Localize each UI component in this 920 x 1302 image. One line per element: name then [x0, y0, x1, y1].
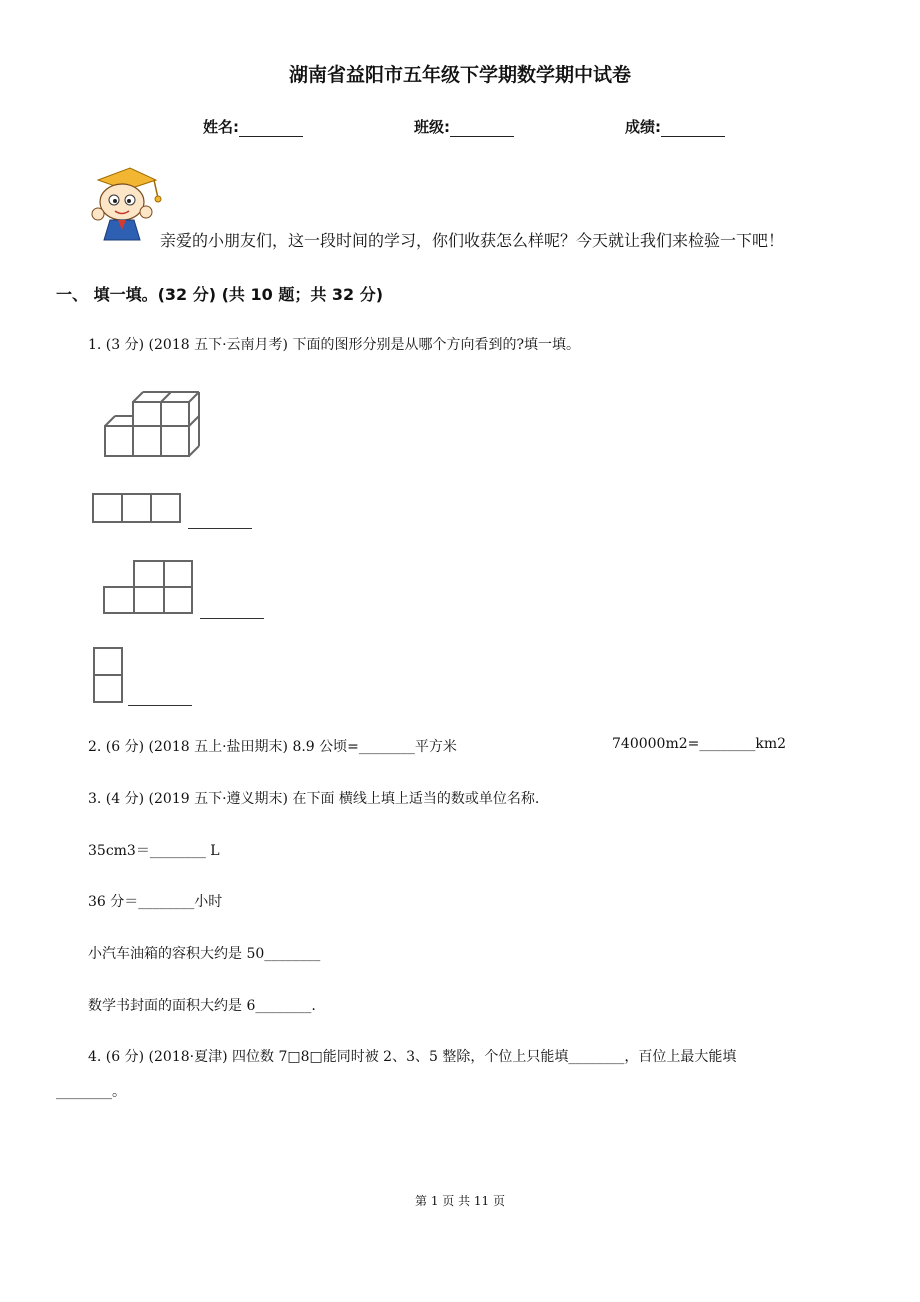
class-label: 班级:	[414, 118, 450, 136]
answer-blank-view-2[interactable]	[200, 618, 264, 619]
question-3-line-1: 35cm3＝________ L	[88, 843, 220, 859]
answer-blank-view-3[interactable]	[128, 705, 192, 706]
question-3: 3. (4 分) (2019 五下·遵义期末) 在下面 横线上填上适当的数或单位名称.	[88, 791, 540, 807]
name-blank[interactable]	[239, 122, 303, 137]
class-blank[interactable]	[450, 122, 514, 137]
view-figure-1	[90, 491, 186, 525]
answer-blank-view-1[interactable]	[188, 528, 252, 529]
page-title: 湖南省益阳市五年级下学期数学期中试卷	[288, 64, 631, 86]
cube-stack-figure	[100, 388, 215, 460]
name-label: 姓名:	[203, 118, 239, 136]
section-heading: 一、 填一填。(32 分) (共 10 题；共 32 分)	[56, 285, 384, 304]
question-4-line-2: ________。	[56, 1084, 126, 1100]
question-3-line-3: 小汽车油箱的容积大约是 50________	[88, 946, 321, 962]
page-footer: 第 1 页 共 11 页	[415, 1194, 505, 1208]
question-1: 1. (3 分) (2018 五下·云南月考) 下面的图形分别是从哪个方向看到的?填一填。	[88, 337, 580, 353]
question-2-part-b: 740000m2=________km2	[612, 736, 787, 752]
score-label: 成绩:	[625, 118, 661, 136]
score-field	[625, 116, 725, 137]
name-field	[203, 116, 303, 137]
score-blank[interactable]	[661, 122, 725, 137]
view-figure-3	[90, 644, 126, 706]
view-figure-2	[100, 557, 196, 617]
question-3-line-2: 36 分＝________小时	[88, 894, 223, 910]
question-4-line-1: 4. (6 分) (2018·夏津) 四位数 7□8□能同时被 2、3、5 整除，个位上只能填________，百位上最大能填	[88, 1049, 737, 1065]
question-2-part-a: 2. (6 分) (2018 五上·盐田期末) 8.9 公顷=________平方米	[88, 739, 457, 755]
mascot-icon	[88, 166, 166, 246]
greeting-text: 亲爱的小朋友们，这一段时间的学习，你们收获怎么样呢？今天就让我们来检验一下吧！	[160, 231, 785, 250]
question-3-line-4: 数学书封面的面积大约是 6________.	[88, 998, 316, 1014]
class-field	[414, 116, 514, 137]
